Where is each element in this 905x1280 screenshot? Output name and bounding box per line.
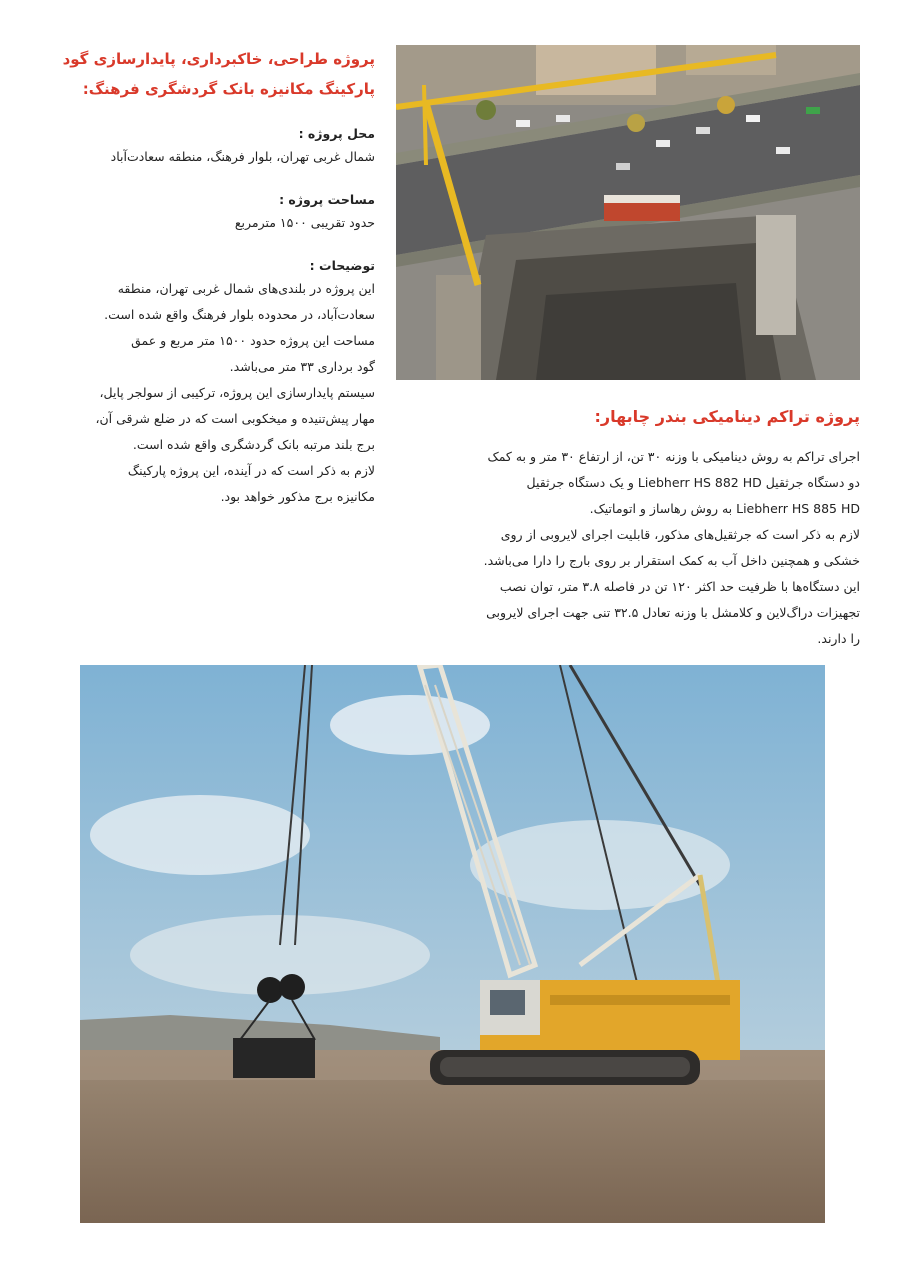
crawler-crane-photo	[80, 665, 825, 1223]
project1-section	[35, 44, 375, 510]
project2-line: این دستگاه‌ها با ظرفیت حد اکثر ۱۲۰ تن در فاصله ۳.۸ متر، توان نصب	[499, 579, 860, 594]
project1-desc-line: مساحت این پروژه حدود ۱۵۰۰ متر مربع و عمق	[131, 333, 375, 348]
project1-desc-line: این پروژه در بلندی‌های شمال غربی تهران، منطقه	[117, 281, 375, 296]
project2-line: Liebherr HS 885 HD به روش رهاساز و اتوماتیک.	[589, 501, 860, 516]
project2-section	[410, 402, 860, 652]
project2-title: پروژه تراکم دینامیکی بندر چابهار:	[594, 407, 860, 426]
project1-title-line2: پارکینگ مکانیزه بانک گردشگری فرهنگ:	[82, 80, 375, 98]
project2-line: دو دستگاه جرثقیل Liebherr HS 882 HD و یک دستگاه جرثقیل	[526, 475, 860, 490]
project1-desc-line: مکانیزه برج مذکور خواهد بود.	[220, 489, 375, 504]
project1-title-line1: پروژه طراحی، خاکبرداری، پایدارسازی گود	[62, 50, 375, 68]
project1-desc-line: مهار پیش‌تنیده و میخکوبی است که در ضلع شرقی آن،	[95, 411, 375, 426]
project1-desc-label: توضیحات :	[309, 258, 375, 273]
project1-desc-line: لازم به ذکر است که در آینده، این پروژه پارکینگ	[127, 463, 375, 478]
project2-line: خشکی و همچنین داخل آب به کمک استقرار بر روی بارج را دارا می‌باشد.	[483, 553, 860, 568]
project2-line: اجرای تراکم به روش دینامیکی با وزنه ۳۰ تن، از ارتفاع ۳۰ متر و به کمک	[487, 449, 860, 464]
project1-location-value: شمال غربی تهران، بلوار فرهنگ، منطقه سعادت‌آباد	[110, 149, 375, 164]
project1-location-label: محل پروژه :	[298, 126, 375, 141]
project2-line: را دارند.	[817, 631, 860, 646]
project1-area-label: مساحت پروژه :	[279, 192, 375, 207]
project1-desc-line: سعادت‌آباد، در محدوده بلوار فرهنگ واقع شده است.	[104, 307, 375, 322]
project2-line: تجهیزات دراگ‌لاین و کلامشل با وزنه تعادل ۳۲.۵ تنی جهت اجرای لایروبی	[486, 605, 860, 620]
project1-area-value: حدود تقریبی ۱۵۰۰ مترمربع	[234, 215, 375, 230]
project1-desc-line: گود برداری ۳۳ متر می‌باشد.	[229, 359, 375, 374]
project1-desc-line: برج بلند مرتبه بانک گردشگری واقع شده است.	[132, 437, 375, 452]
project2-line: لازم به ذکر است که جرثقیل‌های مذکور، قابلیت اجرای لایروبی از روی	[500, 527, 860, 542]
project1-desc-line: سیستم پایدارسازی این پروژه، ترکیبی از سولجر پایل،	[99, 385, 375, 400]
excavation-site-photo	[396, 45, 860, 380]
